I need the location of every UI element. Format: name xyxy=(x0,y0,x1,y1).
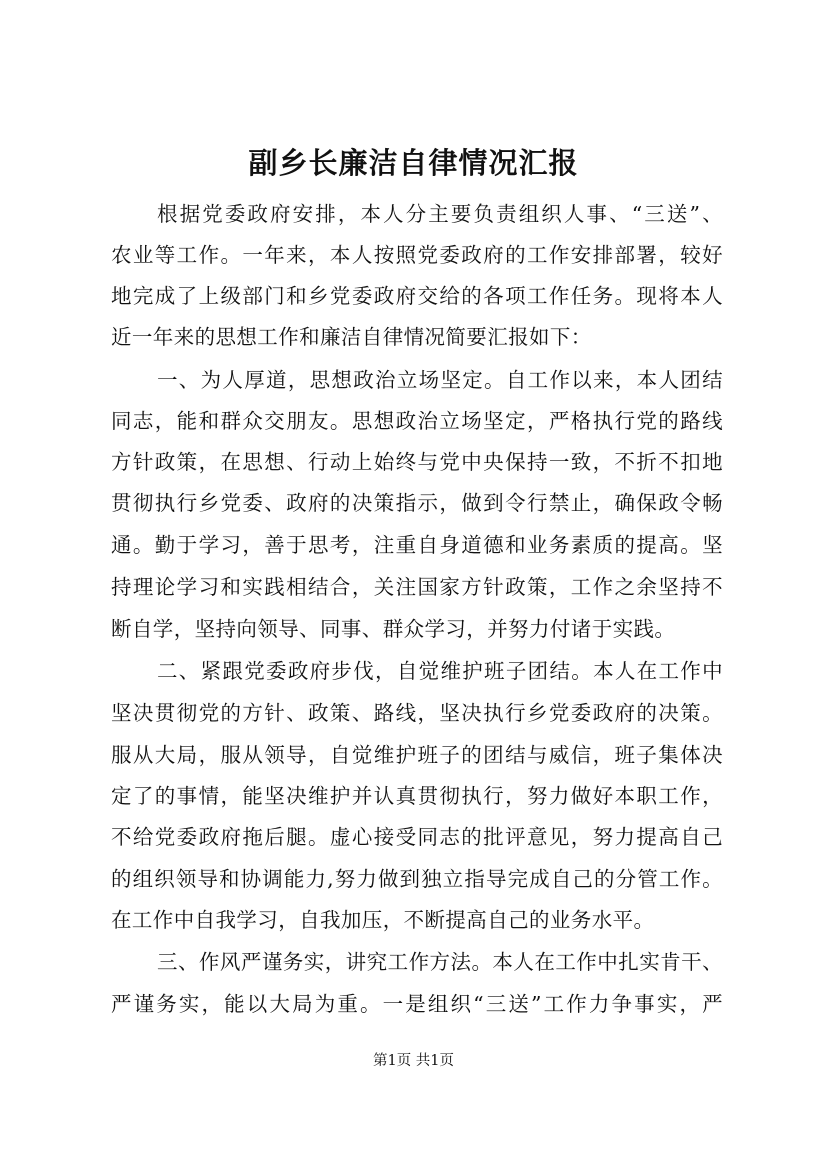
page-footer: 第1页 共1页 xyxy=(372,1053,455,1069)
paragraph-line: 通。勤于学习，善于思考，注重自身道德和业务素质的提高。坚 xyxy=(111,533,723,557)
paragraph-line: 的组织领导和协调能力,努力做到独立指导完成自己的分管工作。 xyxy=(111,867,723,891)
paragraph-line: 地完成了上级部门和乡党委政府交给的各项工作任务。现将本人 xyxy=(111,284,723,308)
paragraph-line: 同志，能和群众交朋友。思想政治立场坚定，严格执行党的路线 xyxy=(111,409,723,433)
paragraph-line: 持理论学习和实践相结合，关注国家方针政策，工作之余坚持不 xyxy=(111,575,723,599)
paragraph-line: 不给党委政府拖后腿。虚心接受同志的批评意见，努力提高自己 xyxy=(111,825,723,849)
document-title: 副乡长廉洁自律情况汇报 xyxy=(248,146,579,180)
paragraph-line: 贯彻执行乡党委、政府的决策指示，做到令行禁止，确保政令畅 xyxy=(111,491,723,515)
paragraph-line: 农业等工作。一年来，本人按照党委政府的工作安排部署，较好 xyxy=(111,243,723,267)
paragraph-line: 服从大局，服从领导，自觉维护班子的团结与威信，班子集体决 xyxy=(111,743,723,767)
paragraph-line: 坚决贯彻党的方针、政策、路线，坚决执行乡党委政府的决策。 xyxy=(111,701,723,725)
paragraph-line: 三、作风严谨务实，讲究工作方法。本人在工作中扎实肯干、 xyxy=(157,950,723,974)
paragraph-line: 根据党委政府安排，本人分主要负责组织人事、“三送”、 xyxy=(157,202,723,226)
paragraph-line: 近一年来的思想工作和廉洁自律情况简要汇报如下： xyxy=(111,325,592,349)
paragraph-line: 方针政策，在思想、行动上始终与党中央保持一致，不折不扣地 xyxy=(111,450,723,474)
paragraph-line: 定了的事情，能坚决维护并认真贯彻执行，努力做好本职工作， xyxy=(111,784,723,808)
paragraph-line: 在工作中自我学习，自我加压，不断提高自己的业务水平。 xyxy=(111,908,655,932)
paragraph-line: 严谨务实，能以大局为重。一是组织“三送”工作力争事实，严 xyxy=(111,992,723,1016)
paragraph-line: 二、紧跟党委政府步伐，自觉维护班子团结。本人在工作中 xyxy=(157,659,723,683)
paragraph-line: 断自学，坚持向领导、同事、群众学习，并努力付诸于实践。 xyxy=(111,617,676,641)
paragraph-line: 一、为人厚道，思想政治立场坚定。自工作以来，本人团结 xyxy=(157,368,723,392)
